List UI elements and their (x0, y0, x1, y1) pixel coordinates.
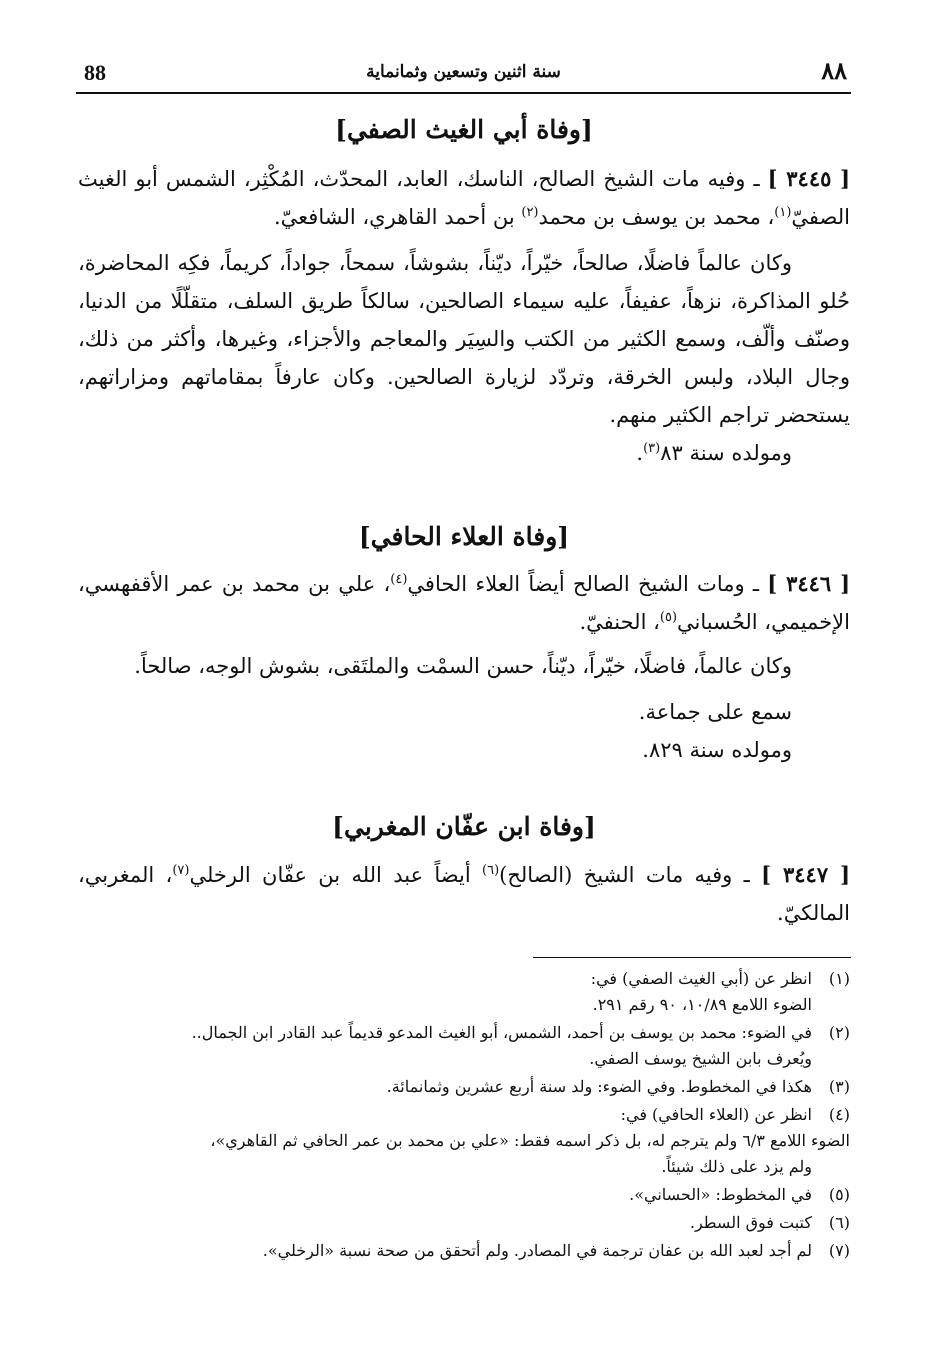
entry-text: ، الحنفيّ. (579, 610, 660, 634)
footnote-line: الضوء اللامع ٦/٣ ولم يترجم له، بل ذكر اسمه فقط: «علي بن محمد بن عمر الحافي ثم القاهري»، (210, 1131, 850, 1150)
running-title: سنة اثنين وتسعين وثمانماية (366, 62, 561, 82)
footnote-ref: (٦) (482, 863, 500, 878)
entry-paragraph (78, 565, 850, 641)
entry-text: ـ وفيه مات الشيخ (الصالح) (499, 863, 762, 887)
entry-number: [ ٣٤٤٧ ] (761, 862, 851, 887)
entry-text: بن أحمد القاهري، الشافعيّ. (274, 205, 522, 229)
body-paragraph (78, 434, 850, 472)
footnote (78, 1238, 850, 1264)
footnote-ref: (٧) (172, 863, 190, 878)
entry-text: ، علي بن محمد بن عمر الأقفهسي، الإخميمي، الحُسباني (78, 572, 850, 634)
entry-text: ـ ومات الشيخ الصالح أيضاً العلاء الحافي (407, 572, 768, 596)
body-text: . (636, 441, 644, 465)
footnote-number: (٤) (828, 1105, 850, 1124)
footnote-divider (533, 957, 851, 958)
footnote-number: (٥) (828, 1185, 850, 1204)
footnote-number: (٦) (828, 1213, 850, 1232)
body-paragraph: سمع على جماعة. (638, 700, 792, 724)
footnote-line: انظر عن (العلاء الحافي) في: (620, 1105, 812, 1124)
page-number-arabic: ٨٨ (821, 56, 847, 85)
footnote-ref: (١) (774, 205, 792, 220)
footnote-line: ولم يزد على ذلك شيئاً. (661, 1157, 812, 1176)
section-heading: [وفاة ابن عفّان المغربي] (332, 812, 596, 841)
footnote-line: في المخطوط: «الحساني». (629, 1185, 812, 1204)
entry-number: [ ٣٤٤٥ ] (767, 166, 851, 191)
section-heading: [وفاة أبي الغيث الصفي] (335, 115, 593, 144)
footnotes (78, 966, 850, 1266)
footnote-line: هكذا في المخطوط. وفي الضوء: ولد سنة أربع عشرين وثمانمائة. (386, 1077, 812, 1096)
entry-paragraph (78, 856, 850, 932)
footnote (78, 1182, 850, 1208)
footnote-ref: (٣) (643, 441, 661, 456)
body-paragraph: وكان عالماً فاضلًا، صالحاً، خيّراً، ديّناً، بشوشاً، سمحاً، جواداً، كريماً، فكِه المحاضرة، حُلو المذاكرة، نزهاً، عفيفاً، عليه سيماء الصالحين، سالكاً طريق السلف، متقلّلًا من الدنيا، وصنّف وألّف، وسمع الكثير من الكتب والسِيَر والمعاجم والأجزاء، وغيرها، وأكثر من ذلك، وجال البلاد، ولبس الخرقة، وتردّد لزيارة الصالحين. وكان عارفاً بمقاماتهم ومزاراتهم، يستحضر تراجم الكثير منهم. (78, 251, 850, 427)
entry-number: [ ٣٤٤٦ ] (767, 571, 850, 596)
entry-text: ، المغربي، المالكيّ. (78, 863, 850, 925)
footnote (78, 1074, 850, 1100)
footnote-number: (٧) (828, 1241, 850, 1260)
footnote-number: (٣) (828, 1077, 850, 1096)
footnote-ref: (٢) (521, 205, 539, 220)
entry-text: ، محمد بن يوسف بن محمد (538, 205, 775, 229)
footnote (78, 966, 850, 1018)
footnote-ref: (٥) (659, 610, 678, 625)
footnote-line: في الضوء: محمد بن يوسف بن أحمد، الشمس، أبو الغيث المدعو قديماً عبد القادر ابن الجمال.. (191, 1023, 812, 1042)
footnote (78, 1020, 850, 1072)
section-body (78, 565, 850, 769)
entry-text: ـ وفيه مات الشيخ الصالح، الناسك، العابد، المحدّث، المُكْثِر، الشمس أبو الغيث الصفيّ (78, 167, 850, 229)
footnote-line: كتبت فوق السطر. (689, 1213, 812, 1232)
page-number-latin: 88 (84, 60, 106, 85)
footnote-ref: (٤) (390, 572, 408, 587)
footnote-line: الضوء اللامع ١٠/٨٩، ٩٠ رقم ٢٩١. (592, 995, 812, 1014)
footnote-line: انظر عن (أبي الغيث الصفي) في: (590, 969, 812, 988)
section-body (78, 856, 850, 932)
footnote-number: (١) (828, 969, 850, 988)
section-heading: [وفاة العلاء الحافي] (358, 522, 570, 551)
entry-text: أيضاً عبد الله بن عفّان الرخلي (189, 863, 483, 887)
section-body (78, 160, 850, 472)
footnote-line: ويُعرف بابن الشيخ يوسف الصفي. (589, 1049, 812, 1068)
footnote-number: (٢) (828, 1023, 850, 1042)
body-paragraph: ومولده سنة ٨٢٩. (642, 738, 792, 762)
footnote (78, 1210, 850, 1236)
footnote-line: لم أجد لعبد الله بن عفان ترجمة في المصادر. ولم أتحقق من صحة نسبة «الرخلي». (262, 1241, 812, 1260)
body-paragraph: وكان عالماً، فاضلًا، خيّراً، ديّناً، حسن السمْت والملتَقى، بشوش الوجه، صالحاً. (134, 654, 792, 678)
body-text: ومولده سنة ٨٣ (660, 441, 792, 465)
entry-paragraph (78, 160, 850, 236)
footnote (78, 1102, 850, 1180)
page-header (76, 52, 851, 94)
